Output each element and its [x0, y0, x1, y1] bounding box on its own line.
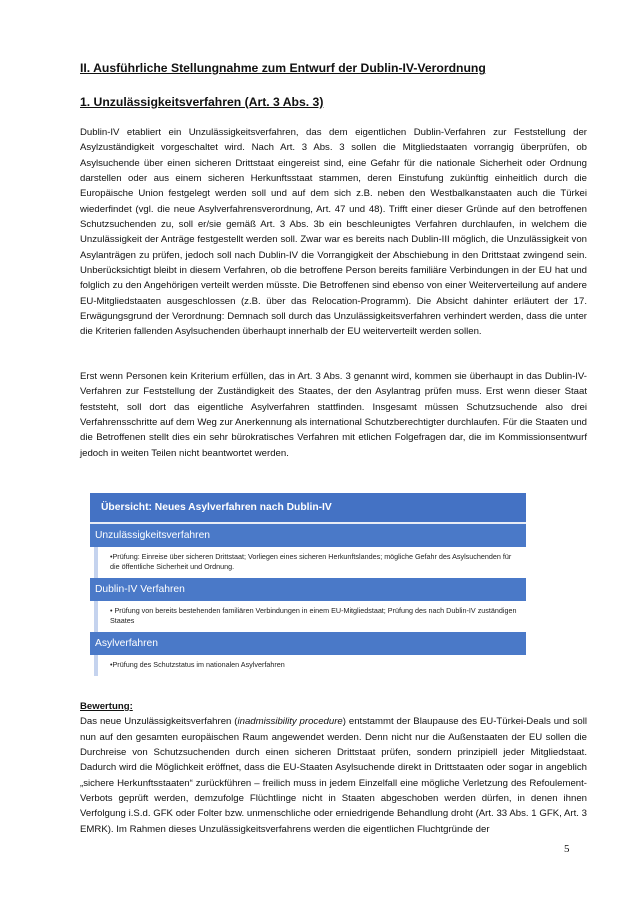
overview-box — [90, 493, 526, 676]
assessment-italic-term: inadmissibility procedure — [237, 716, 343, 728]
step-heading: Dublin-IV Verfahren — [90, 578, 526, 601]
paragraph-procedure: Erst wenn Personen kein Kriterium erfüllen, das in Art. 3 Abs. 3 genannt wird, kommen sie überhaupt in das Dublin-IV-Verfahren zur Feststellung der Zuständigkeit des Staates, der den Asylantrag prüfen muss. Erst wenn dieser Staat feststeht, soll dort das eigentliche Asylverfahren stattfinden. Insgesamt müssen Schutzsuchende also drei Verfahrensschritte auf dem Weg zur Anerkennung als international Schutzberechtigter durchlaufen. Für die Staaten und die Betroffenen stellt dies ein sehr bürokratisches Verfahren mit etlichen Folgefragen dar, die im Kommissionsentwurf jedoch in weiten Teilen nicht beantwortet werden. — [80, 371, 587, 459]
step-bullet: • Prüfung von bereits bestehenden familiären Verbindungen in einem EU-Mitgliedstaat; Prüfung des nach Dublin-IV zuständigen Staates — [94, 601, 526, 632]
assessment-text-rest: ) entstammt der Blaupause des EU-Türkei-Deals und soll nun auf den gesamten europäischen Raum angewendet werden. Denn nicht nur die Außenstaaten der EU sollen die Durchreise von Schutzsuchenden durch einen sicheren Drittstaat prüfen, sondern prinzipiell jeder Mitgliedstaat. Dadurch wird die Möglichkeit eröffnet, dass die EU-Staaten Asylsuchende direkt in Drittstaaten oder sogar in angeblich „sichere Herkunftsstaaten“ zurückführen – freilich muss in jedem Einzelfall eine mögliche Verletzung des Refoulement-Verbots geprüft werden, demzufolge Flüchtlinge nicht in Staaten abgeschoben werden dürfen, in denen ihnen Verfolgung i.S.d. GFK oder Folter bzw. unmenschliche oder erniedrigende Behandlung droht (Art. 33 Abs. 1 GFK, Art. 3 EMRK). Im Rahmen dieses Unzulässigkeitsverfahrens werden die eigentlichen Fluchtgründe der — [80, 716, 587, 835]
paragraph-assessment — [80, 699, 587, 837]
section-heading: II. Ausführliche Stellungnahme zum Entwurf der Dublin-IV-Verordnung — [80, 61, 486, 75]
overview-step — [90, 578, 526, 632]
page-number: 5 — [564, 843, 570, 855]
overview-title: Übersicht: Neues Asylverfahren nach Dublin-IV — [90, 493, 526, 524]
step-heading: Unzulässigkeitsverfahren — [90, 524, 526, 547]
overview-step — [90, 632, 526, 676]
step-heading: Asylverfahren — [90, 632, 526, 655]
subsection-heading: 1. Unzulässigkeitsverfahren (Art. 3 Abs. 3) — [80, 95, 324, 109]
assessment-text-start: Das neue Unzulässigkeitsverfahren ( — [80, 716, 238, 728]
overview-step — [90, 524, 526, 578]
step-bullet: •Prüfung: Einreise über sicheren Drittstaat; Vorliegen eines sicheren Herkunftslandes; mögliche Gefahr des Asylsuchenden für die öffentliche Sicherheit und Ordnung. — [94, 547, 526, 578]
step-bullet: •Prüfung des Schutzstatus im nationalen Asylverfahren — [94, 655, 526, 676]
assessment-label: Bewertung: — [80, 701, 133, 712]
paragraph-intro: Dublin-IV etabliert ein Unzulässigkeitsverfahren, das dem eigentlichen Dublin-Verfahren zur Feststellung der Asylzuständigkeit vorgeschaltet wird. Nach Art. 3 Abs. 3 sollen die Mitgliedstaaten vorrangig überprüfen, ob Asylsuchende über einen sicheren Drittstaat eingereist sind, eine Gefahr für die nationale Sicherheit oder Ordnung darstellen oder aus einem sicheren Herkunftsstaat stammen, deren Einstufung zukünftig einheitlich durch die Europäische Union festgelegt werden soll und auf dem sich z.B. neben den Westbalkanstaaten auch die Türkei wiederfindet (vgl. die neue Asylverfahrensverordnung, Art. 47 und 48). Trifft einer dieser Gründe auf den betroffenen Schutzsuchenden zu, soll er/sie gemäß Art. 3 Abs. 3b ein beschleunigtes Verfahren durchlaufen, in welchem die Unzulässigkeit der Anträge festgestellt werden soll. Zwar war es bereits nach Dublin-III möglich, die Unzulässigkeit von Asylanträgen zu prüfen, jedoch soll nach Dublin-IV die Vorrangigkeit der Abschiebung in den Drittstaat zwingend sein. Unberücksichtigt bleibt in diesem Verfahren, ob die betroffene Person bereits familiäre Verbindungen in der EU hat und folglich zu den Angehörigen verteilt werden müsste. Die Betroffenen sind ebenso von einer Weiterverteilung auf andere EU-Mitgliedstaaten ausgeschlossen (z.B. über das Relocation-Programm). Die Absicht dahinter erläutert der 17. Erwägungsgrund der Verordnung: Demnach soll durch das Unzulässigkeitsverfahren verhindert werden, dass die unter die Kriterien fallenden Asylsuchenden überhaupt innerhalb der EU weiterverteilt werden sollen. — [80, 127, 587, 338]
